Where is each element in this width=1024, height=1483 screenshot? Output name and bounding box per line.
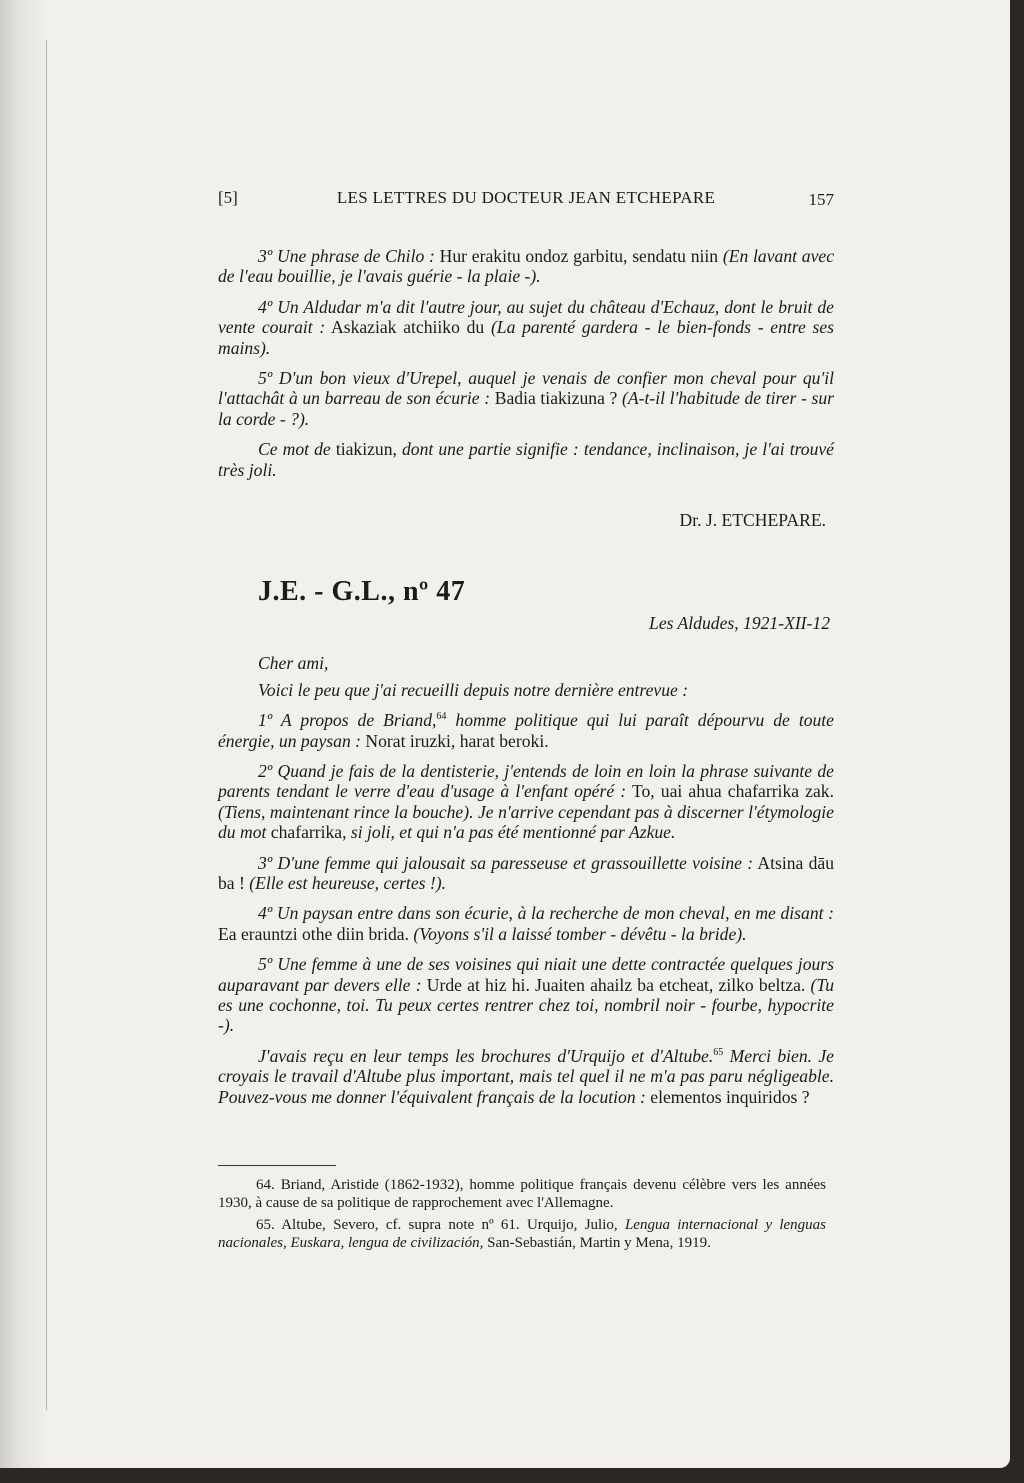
greeting: Cher ami, xyxy=(258,653,329,674)
item-5-translation: (A-t-il l'habitude de tirer - sur la corde - ?). xyxy=(218,388,834,429)
item-4-translation: (La parenté gardera - le bien-fonds - entre ses mains). xyxy=(218,317,834,358)
footnote-65-a: 65. Altube, Severo, cf. supra note nº 61. Urquijo, Julio, xyxy=(256,1217,618,1233)
closing-remark-a: Ce mot de xyxy=(258,439,331,460)
para-2-a: 2º Quand je fais de la dentisterie, j'entends de loin en loin la phrase suivante de parents tendant le verre d'eau d'usage à l'enfant opéré : xyxy=(218,760,834,802)
item-5 xyxy=(218,368,834,429)
item-5-basque: Badia tiakizuna ? xyxy=(494,388,618,409)
para-5-a: 5º Une femme à une de ses voisines qui niait une dette contractée quelques jours auparavant par devers elle : xyxy=(218,954,834,995)
main-text xyxy=(218,246,834,1117)
closing-basque-word: tiakizun, xyxy=(335,439,397,460)
item-3-translation: (En lavant avec de l'eau bouillie, je l'avais guérie - la plaie -). xyxy=(218,246,835,287)
footnotes xyxy=(218,1177,826,1257)
item-3 xyxy=(218,246,834,287)
para-3-a: 3º D'une femme qui jalousait sa paresseuse et grassouillette voisine : xyxy=(258,852,754,873)
para-1 xyxy=(218,710,834,751)
page-number: 157 xyxy=(808,190,834,209)
para-4-translation: (Voyons s'il a laissé tomber - dévêtu - la bride). xyxy=(413,923,747,944)
letter-intro: Voici le peu que j'ai recueilli depuis notre dernière entrevue : xyxy=(258,679,689,700)
section-number: [5] xyxy=(218,188,238,207)
para-4-basque: Ea erauntzi othe diin brida. xyxy=(218,923,410,944)
para-1-b: homme politique qui lui paraît dépourvu de toute énergie, un paysan : xyxy=(218,710,834,751)
item-3-intro: 3º Une phrase de Chilo : xyxy=(258,246,435,266)
running-title: LES LETTRES DU DOCTEUR JEAN ETCHEPARE xyxy=(336,188,716,207)
para-2-b: (Tiens, maintenant rince la bouche). Je n'arrive cependant pas à discerner l'étymologie du mot xyxy=(218,801,834,843)
running-header xyxy=(218,188,834,214)
closing-remark xyxy=(218,439,834,480)
footnote-ref-64[interactable]: 64 xyxy=(436,711,447,723)
para-5-translation: (Tu es une cochonne, toi. Tu peux certes rentrer chez toi, nombril noir - fourbe, hypocrite -). xyxy=(218,974,835,1036)
para-3-translation: (Elle est heureuse, certes !). xyxy=(249,872,446,893)
para-3 xyxy=(218,853,834,894)
para-3-basque: Atsina dāu ba ! xyxy=(218,852,834,893)
para-6-b: Merci bien. Je croyais le travail d'Altube plus important, mais tel quel il ne m'a pas paru négligeable. Pouvez-vous me donner l'équivalent français de la locution : xyxy=(218,1045,834,1107)
item-3-basque: Hur erakitu ondoz garbitu, sendatu niin xyxy=(439,246,719,266)
para-2-c: si joli, et qui n'a pas été mentionné par Azkue. xyxy=(350,822,676,843)
para-4-a: 4º Un paysan entre dans son écurie, à la recherche de mon cheval, en me disant : xyxy=(258,903,834,924)
item-5-intro: 5º D'un bon vieux d'Urepel, auquel je venais de confier mon cheval pour qu'il l'attachât à un barreau de son écurie : xyxy=(218,368,834,409)
para-1-basque: Norat iruzki, harat beroki. xyxy=(365,730,549,751)
footnote-ref-65[interactable]: 65 xyxy=(713,1046,724,1058)
para-5 xyxy=(218,954,834,1036)
footnote-rule xyxy=(218,1165,336,1166)
book-spine-shadow xyxy=(0,0,52,1468)
para-2 xyxy=(218,761,834,843)
para-6-basque: elementos inquiridos ? xyxy=(650,1086,810,1107)
signature: Dr. J. ETCHEPARE. xyxy=(679,510,826,531)
spine-edge xyxy=(46,40,47,1410)
para-1-a: 1º A propos de Briand, xyxy=(258,710,437,731)
footnote-65 xyxy=(218,1217,826,1252)
item-4-intro: 4º Un Aldudar m'a dit l'autre jour, au sujet du château d'Echauz, dont le bruit de vente courait : xyxy=(218,296,834,338)
place-date: Les Aldudes, 1921-XII-12 xyxy=(649,612,830,633)
footnote-64: 64. Briand, Aristide (1862-1932), homme politique français devenu célèbre vers les années 1930, à cause de sa politique de rapprochement avec l'Allemagne. xyxy=(218,1177,826,1211)
para-4 xyxy=(218,903,834,944)
para-2-word: chafarrika, xyxy=(270,822,347,843)
closing-remark-b: dont une partie signifie : tendance, inclinaison, je l'ai trouvé très joli. xyxy=(218,439,834,480)
para-6 xyxy=(218,1046,834,1107)
para-5-basque: Urde at hiz hi. Juaiten ahailz ba etcheat, zilko beltza. xyxy=(426,974,806,995)
para-6-a: J'avais reçu en leur temps les brochures d'Urquijo et d'Altube. xyxy=(258,1045,714,1066)
para-2-basque: To, uai ahua chafarrika zak. xyxy=(631,781,834,802)
item-4-basque: Askaziak atchiiko du xyxy=(331,317,485,338)
item-4 xyxy=(218,297,834,358)
letter-heading: J.E. - G.L., nº 47 xyxy=(258,576,466,608)
footnote-65-b: San-Sebastián, Martin y Mena, 1919. xyxy=(487,1234,711,1251)
footnote-65-title: Lengua internacional y lenguas nacionales, Euskara, lengua de civilización, xyxy=(218,1217,827,1251)
